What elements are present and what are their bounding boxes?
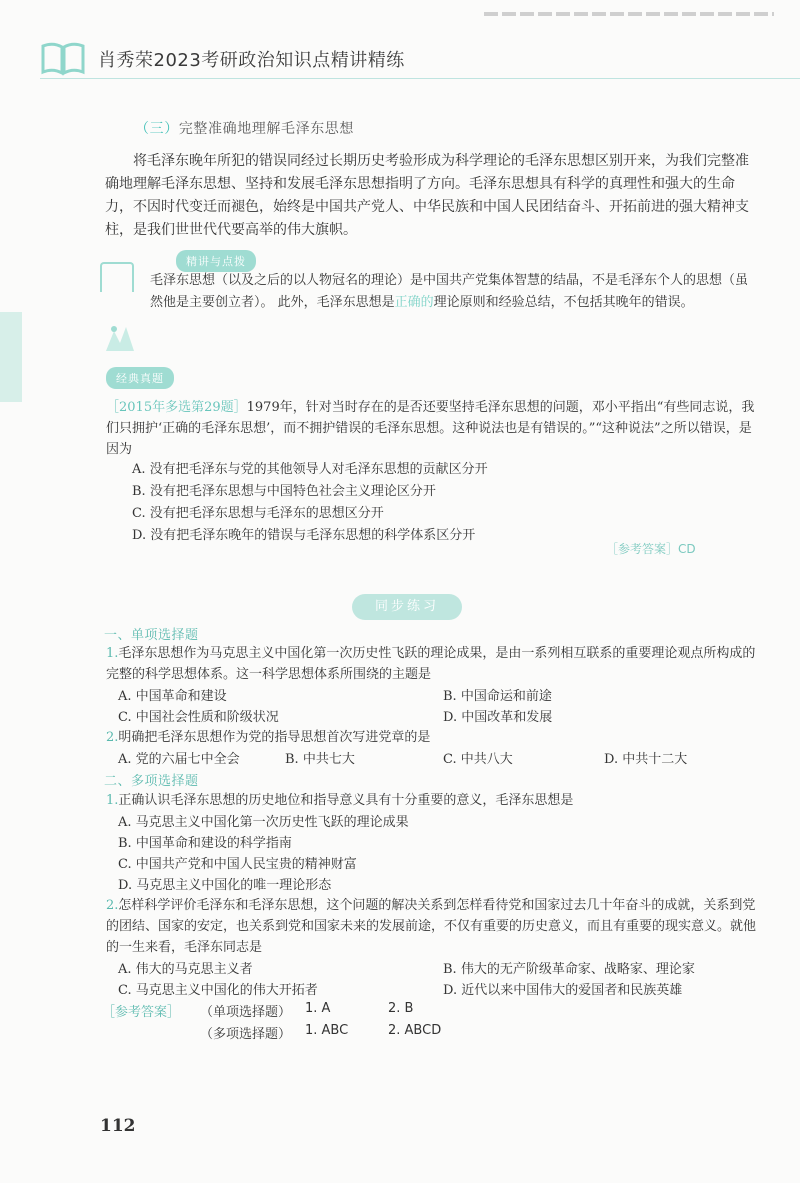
- note-box: [150, 270, 750, 314]
- q2-option-c: C. 中共八大: [443, 752, 513, 767]
- exam-answer: ［参考答案］CD: [606, 542, 696, 556]
- question-stem: 正确认识毛泽东思想的历史地位和指导意义具有十分重要的意义，毛泽东思想是: [118, 793, 574, 808]
- q3-option-b: B. 中国革命和建设的科学指南: [118, 836, 292, 851]
- book-title: 肖秀荣2023考研政治知识点精讲精练: [98, 50, 405, 71]
- side-tab: [0, 312, 22, 402]
- note-text-2: 理论原则和经验总结，不包括其晚年的错误。: [433, 295, 694, 310]
- book-icon: [40, 40, 86, 76]
- header-divider: [40, 78, 800, 79]
- q4-option-c: C. 马克思主义中国化的伟大开拓者: [118, 983, 318, 998]
- q2-option-b: B. 中共七大: [285, 752, 355, 767]
- exam-stem: 1979年，针对当时存在的是否还要坚持毛泽东思想的问题，邓小平指出“有些同志说，我们只拥护‘正确的毛泽东思想’，而不拥护错误的毛泽东思想。这种说法也是有错误的。”“这种说法”之所以错误，是因为: [106, 400, 755, 457]
- note-highlight: 正确的: [394, 295, 434, 310]
- q4-option-d: D. 近代以来中国伟大的爱国者和民族英雄: [443, 983, 683, 998]
- q4-option-b: B. 伟大的无产阶级革命家、战略家、理论家: [443, 962, 695, 977]
- note-badge: 精讲与点拨: [176, 250, 256, 272]
- question-stem: 毛泽东思想作为马克思主义中国化第一次历史性飞跃的理论成果，是由一系列相互联系的重要理论观点所构成的完整的科学思想体系。这一科学思想体系所围绕的主题是: [106, 646, 756, 682]
- answer-label: ［参考答案］: [102, 1005, 181, 1020]
- question-number: 2.: [106, 730, 119, 745]
- question-stem: 明确把毛泽东思想作为党的指导思想首次写进党章的是: [118, 730, 431, 745]
- exam-question: [106, 397, 756, 460]
- page-number: 112: [100, 1116, 136, 1136]
- multi-choice-title: 二、多项选择题: [104, 774, 199, 789]
- question-2: [106, 727, 756, 748]
- question-4: [106, 895, 756, 958]
- question-number: 2.: [106, 898, 119, 913]
- q1-option-b: B. 中国命运和前途: [443, 689, 552, 704]
- note-text-1: 毛泽东思想（以及之后的以人物冠名的理论）是中国共产党集体智慧的结晶，不是毛泽东个人的思想（虽然他是主要创立者）。 此外，毛泽东思想是: [150, 273, 749, 310]
- q1-option-d: D. 中国改革和发展: [443, 710, 553, 725]
- section-number: （三）: [135, 121, 179, 137]
- answer-single-label: （单项选择题）: [200, 1005, 292, 1020]
- exam-option-c: C. 没有把毛泽东思想与毛泽东的思想区分开: [132, 506, 384, 521]
- q4-option-a: A. 伟大的马克思主义者: [118, 962, 253, 977]
- q1-option-c: C. 中国社会性质和阶级状况: [118, 710, 279, 725]
- section-heading: [135, 118, 354, 138]
- exam-option-a: A. 没有把毛泽东与党的其他领导人对毛泽东思想的贡献区分开: [132, 462, 488, 477]
- q2-option-a: A. 党的六届七中全会: [118, 752, 240, 767]
- exam-option-b: B. 没有把毛泽东思想与中国特色社会主义理论区分开: [132, 484, 436, 499]
- q1-option-a: A. 中国革命和建设: [118, 689, 227, 704]
- question-number: 1.: [106, 793, 119, 808]
- answer-multi-label: （多项选择题）: [200, 1027, 292, 1042]
- bracket-decoration: [100, 262, 134, 292]
- key-point-icon: [104, 323, 136, 353]
- question-1: [106, 643, 756, 685]
- answer-multi-1: 1. ABC: [305, 1023, 349, 1038]
- single-choice-title: 一、单项选择题: [104, 628, 199, 643]
- question-stem: 怎样科学评价毛泽东和毛泽东思想，这个问题的解决关系到怎样看待党和国家过去几十年奋斗的成就，关系到党的团结、国家的安定，也关系到党和国家未来的发展前途，不仅有重要的历史意义，而且有重要的现实意义。就他的一生来看，毛泽东同志是: [106, 898, 757, 955]
- exam-option-d: D. 没有把毛泽东晚年的错误与毛泽东思想的科学体系区分开: [132, 528, 476, 543]
- answer-single-2: 2. B: [388, 1001, 414, 1016]
- q3-option-d: D. 马克思主义中国化的唯一理论形态: [118, 878, 332, 893]
- q3-option-a: A. 马克思主义中国化第一次历史性飞跃的理论成果: [118, 815, 409, 830]
- section-paragraph: 将毛泽东晚年所犯的错误同经过长期历史考验形成为科学理论的毛泽东思想区别开来，为我们完整准确地理解毛泽东思想、坚持和发展毛泽东思想指明了方向。毛泽东思想具有科学的真理性和强大的生命力，不因时代变迁而褪色，始终是中国共产党人、中华民族和中国人民团结奋斗、开拓前进的强大精神支柱，是我们世世代代要高举的伟大旗帜。: [105, 153, 749, 238]
- exam-tag: ［2015年多选第29题］: [106, 400, 247, 415]
- question-number: 1.: [106, 646, 119, 661]
- exam-badge: 经典真题: [106, 367, 174, 389]
- answer-single-1: 1. A: [305, 1001, 331, 1016]
- answer-multi-2: 2. ABCD: [388, 1023, 442, 1038]
- question-3: [106, 790, 756, 811]
- section-heading-text: 完整准确地理解毛泽东思想: [178, 121, 355, 137]
- q3-option-c: C. 中国共产党和中国人民宝贵的精神财富: [118, 857, 357, 872]
- q2-option-d: D. 中共十二大: [604, 752, 688, 767]
- running-header-decoration: [484, 12, 774, 16]
- practice-badge: 同步练习: [352, 594, 462, 620]
